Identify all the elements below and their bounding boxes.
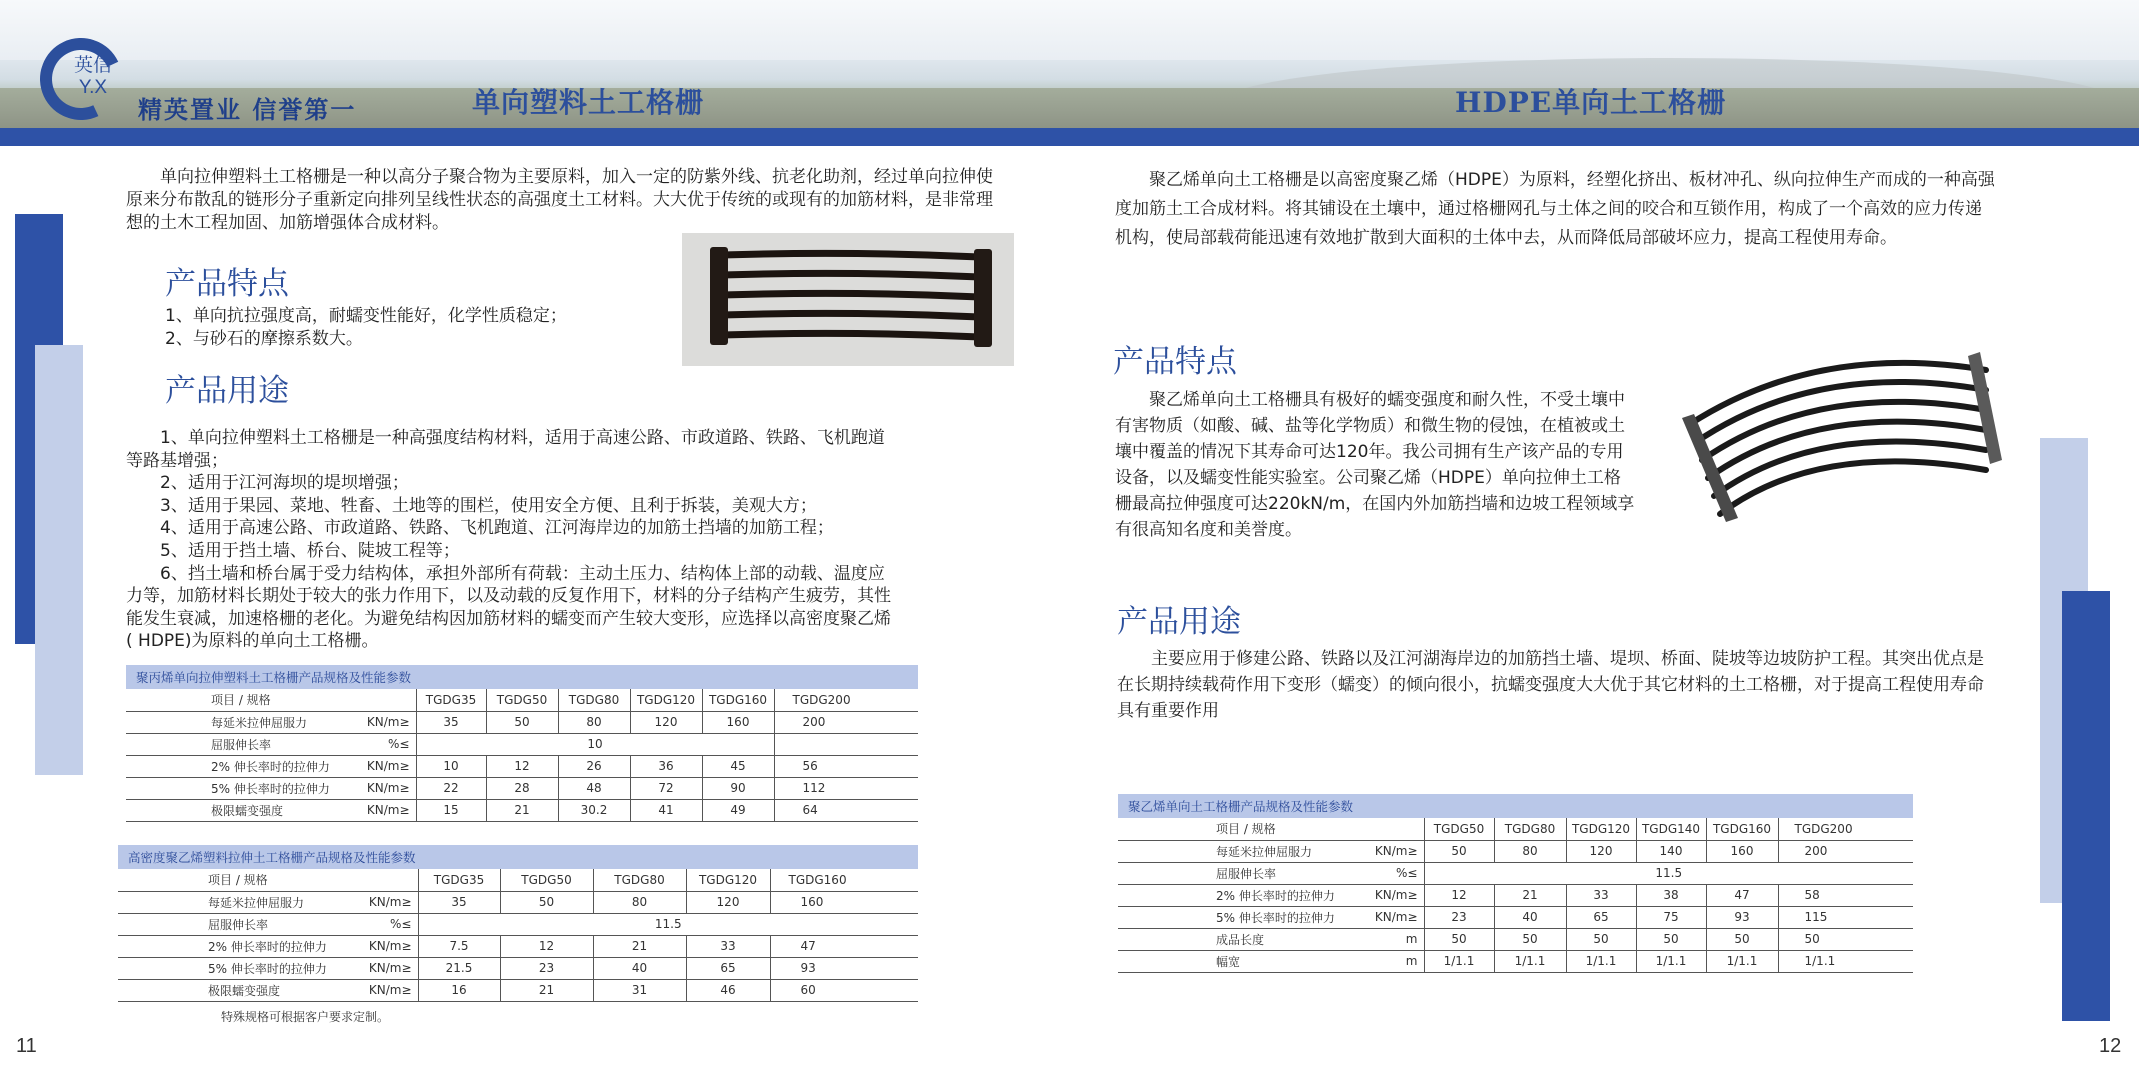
table-row — [1118, 884, 1913, 906]
table-cell: 45 — [702, 755, 774, 777]
table-caption: 聚丙烯单向拉伸塑料土工格栅产品规格及性能参数 — [126, 665, 918, 689]
table-cell: 10 — [416, 755, 486, 777]
table-cell: 12 — [500, 935, 593, 957]
table-cell: 64 — [774, 799, 918, 821]
row-unit: KN/m≥ — [338, 935, 418, 957]
left-features-list — [165, 305, 685, 350]
use-item: 等路基增强； — [126, 450, 228, 471]
header-cell: 项目 / 规格 — [198, 869, 338, 891]
table-cell: 35 — [416, 711, 486, 733]
use-item: ( HDPE)为原料的单向土工格栅。 — [126, 631, 379, 652]
use-item: 1、单向拉伸塑料土工格栅是一种高强度结构材料，适用于高速公路、市政道路、铁路、飞机跑道 — [160, 428, 885, 448]
pp-spec-table — [126, 665, 918, 822]
use-item: 5、适用于挡土墙、桥台、陡坡工程等； — [160, 540, 460, 561]
table-cell: 200 — [774, 711, 918, 733]
table-cell-merged: 11.5 — [1424, 862, 1913, 884]
header-cell: TGDG35 — [416, 689, 486, 711]
table-cell-merged: 11.5 — [418, 913, 918, 935]
header-cell: TGDG50 — [500, 869, 593, 891]
header-cell: TGDG50 — [486, 689, 558, 711]
row-name: 每延米拉伸屈服力 — [201, 711, 341, 733]
table-header-row — [1118, 818, 1913, 840]
right-features-paragraph: 聚乙烯单向土工格栅具有极好的蠕变强度和耐久性，不受土壤中有害物质（如酸、碱、盐等化学物质）和微生物的侵蚀，在植被或土壤中覆盖的情况下其寿命可达120年。我公司拥有生产该产品的专用设备，以及蠕变性能实验室。公司聚乙烯（HDPE）单向拉伸土工格栅最高拉伸强度可达220kN/m，在国内外加筋挡墙和边坡工程领域享有很高知名度和美誉度。 — [1115, 390, 1635, 540]
row-name: 成品长度 — [1206, 928, 1346, 950]
header-cell: TGDG120 — [686, 869, 770, 891]
left-product-photo — [682, 233, 1014, 366]
table-cell: 75 — [1636, 906, 1706, 928]
table-cell: 23 — [500, 957, 593, 979]
table-cell: 7.5 — [418, 935, 500, 957]
left-uses-title: 产品用途 — [165, 373, 289, 409]
table-cell: 46 — [686, 979, 770, 1001]
table-cell: 50 — [1494, 928, 1566, 950]
right-uses-title: 产品用途 — [1117, 604, 1241, 640]
table-cell: 93 — [770, 957, 918, 979]
header-cell: 项目 / 规格 — [201, 689, 341, 711]
row-unit: m — [1346, 928, 1424, 950]
table-cell: 12 — [1424, 884, 1494, 906]
table-row — [126, 777, 918, 799]
table-cell: 49 — [702, 799, 774, 821]
header-cell: TGDG120 — [1566, 818, 1636, 840]
hdpe-geogrid-image-icon — [1668, 332, 2008, 562]
table-cell: 50 — [1566, 928, 1636, 950]
table-row — [118, 957, 918, 979]
table-cell: 60 — [770, 979, 918, 1001]
table-cell-merged: 10 — [416, 733, 774, 755]
right-product-photo — [1668, 332, 2008, 562]
row-name: 5% 伸长率时的拉伸力 — [198, 957, 338, 979]
geogrid-image-icon — [682, 233, 1014, 366]
feature-item: 1、单向抗拉强度高，耐蠕变性能好，化学性质稳定； — [165, 306, 567, 326]
table-cell: 93 — [1706, 906, 1778, 928]
right-features-title: 产品特点 — [1113, 344, 1237, 380]
table-cell: 50 — [1424, 928, 1494, 950]
row-name: 2% 伸长率时的拉伸力 — [198, 935, 338, 957]
table-row — [118, 935, 918, 957]
row-name: 每延米拉伸屈服力 — [198, 891, 338, 913]
table-row — [118, 913, 918, 935]
row-name: 屈服伸长率 — [1206, 862, 1346, 884]
table-row — [118, 979, 918, 1001]
table-caption-row — [1118, 794, 1913, 818]
table-row — [126, 799, 918, 821]
table-cell: 50 — [1636, 928, 1706, 950]
row-unit: KN/m≥ — [1346, 840, 1424, 862]
table-cell: 1/1.1 — [1424, 950, 1494, 972]
logo-en-text: Y.X — [78, 77, 108, 98]
row-unit: KN/m≥ — [1346, 884, 1424, 906]
hdpe-uniaxial-spec-table — [1118, 794, 1913, 973]
table-row — [1118, 906, 1913, 928]
table-cell: 90 — [702, 777, 774, 799]
row-unit: KN/m≥ — [1346, 906, 1424, 928]
left-uses-list — [126, 427, 1006, 653]
row-name: 5% 伸长率时的拉伸力 — [201, 777, 341, 799]
table-cell: 140 — [1636, 840, 1706, 862]
page-number-right: 12 — [2099, 1035, 2122, 1057]
table-cell: 38 — [1636, 884, 1706, 906]
table-cell: 21 — [500, 979, 593, 1001]
header-cell: 项目 / 规格 — [1206, 818, 1346, 840]
left-deco-bar-light — [35, 345, 83, 775]
header-cell: TGDG160 — [1706, 818, 1778, 840]
header-blue-bar — [0, 128, 2139, 146]
header-cell — [341, 689, 416, 711]
company-slogan: 精英置业 信誉第一 — [138, 95, 357, 124]
table-cell: 47 — [770, 935, 918, 957]
header-cell: TGDG50 — [1424, 818, 1494, 840]
table-cell: 1/1.1 — [1566, 950, 1636, 972]
table-cell: 12 — [486, 755, 558, 777]
row-unit: %≤ — [1346, 862, 1424, 884]
header-cell: TGDG35 — [418, 869, 500, 891]
left-features-title: 产品特点 — [165, 266, 289, 302]
table-cell: 1/1.1 — [1706, 950, 1778, 972]
table-cell: 21.5 — [418, 957, 500, 979]
table-cell: 50 — [486, 711, 558, 733]
custom-spec-note: 特殊规格可根据客户要求定制。 — [221, 1010, 390, 1024]
left-intro-paragraph: 单向拉伸塑料土工格栅是一种以高分子聚合物为主要原料，加入一定的防紫外线、抗老化助剂，经过单向拉伸使原来分布散乱的链形分子重新定向排列呈线性状态的高强度土工材料。大大优于传统的或现有的加筋材料，是非常理想的土木工程加固、加筋增强体合成材料。 — [126, 167, 993, 233]
table-cell: 21 — [593, 935, 686, 957]
use-item: 2、适用于江河海坝的堤坝增强； — [160, 473, 409, 494]
row-unit: %≤ — [341, 733, 416, 755]
row-name: 屈服伸长率 — [198, 913, 338, 935]
row-name: 5% 伸长率时的拉伸力 — [1206, 906, 1346, 928]
table-cell: 160 — [770, 891, 918, 913]
table-row — [1118, 862, 1913, 884]
header-cell: TGDG160 — [702, 689, 774, 711]
table-cell: 36 — [630, 755, 702, 777]
table-row — [1118, 928, 1913, 950]
table-cell: 65 — [1566, 906, 1636, 928]
row-unit: %≤ — [338, 913, 418, 935]
row-name: 极限蠕变强度 — [198, 979, 338, 1001]
right-uses-paragraph: 主要应用于修建公路、铁路以及江河湖海岸边的加筋挡土墙、堤坝、桥面、陡坡等边坡防护工程。其突出优点是在长期持续载荷作用下变形（蠕变）的倾向很小，抗蠕变强度大大优于其它材料的土工格栅，对于提高工程使用寿命具有重要作用 — [1117, 649, 1984, 721]
table-cell: 120 — [686, 891, 770, 913]
table-cell: 26 — [558, 755, 630, 777]
use-item: 能发生衰减，加速格栅的老化。为避免结构因加筋材料的蠕变而产生较大变形，应选择以高密度聚乙烯 — [126, 608, 891, 629]
table-cell: 112 — [774, 777, 918, 799]
row-unit: KN/m≥ — [341, 777, 416, 799]
hdpe-spec-table — [118, 845, 918, 1002]
table-cell: 33 — [686, 935, 770, 957]
row-name: 幅宽 — [1206, 950, 1346, 972]
header-cell: TGDG140 — [1636, 818, 1706, 840]
row-name: 每延米拉伸屈服力 — [1206, 840, 1346, 862]
table-cell: 1/1.1 — [1636, 950, 1706, 972]
row-unit: m — [1346, 950, 1424, 972]
table-row — [1118, 840, 1913, 862]
table-cell: 115 — [1778, 906, 1913, 928]
table-row — [126, 711, 918, 733]
table-cell: 120 — [630, 711, 702, 733]
table-row — [126, 755, 918, 777]
row-unit: KN/m≥ — [341, 711, 416, 733]
use-item: 4、适用于高速公路、市政道路、铁路、飞机跑道、江河海岸边的加筋土挡墙的加筋工程； — [160, 518, 834, 539]
table-caption-row — [126, 665, 918, 689]
table-cell: 58 — [1778, 884, 1913, 906]
header-cell: TGDG200 — [1778, 818, 1913, 840]
table-cell: 160 — [702, 711, 774, 733]
table-cell: 65 — [686, 957, 770, 979]
table-cell: 80 — [593, 891, 686, 913]
table-cell: 21 — [486, 799, 558, 821]
table-caption: 高密度聚乙烯塑料拉伸土工格栅产品规格及性能参数 — [118, 845, 918, 869]
header-cell — [338, 869, 418, 891]
table-cell: 47 — [1706, 884, 1778, 906]
table-cell: 50 — [500, 891, 593, 913]
feature-item: 2、与砂石的摩擦系数大。 — [165, 328, 363, 349]
use-item: 3、适用于果园、菜地、牲畜、土地等的围栏，使用安全方便、且利于拆装，美观大方； — [160, 495, 817, 516]
table-cell: 35 — [418, 891, 500, 913]
table-cell: 22 — [416, 777, 486, 799]
table-cell: 33 — [1566, 884, 1636, 906]
row-name: 极限蠕变强度 — [201, 799, 341, 821]
table-cell: 30.2 — [558, 799, 630, 821]
table-cell: 1/1.1 — [1494, 950, 1566, 972]
table-cell: 160 — [1706, 840, 1778, 862]
table-row — [1118, 950, 1913, 972]
table-cell: 56 — [774, 755, 918, 777]
table-cell: 80 — [1494, 840, 1566, 862]
header-cell: TGDG80 — [1494, 818, 1566, 840]
table-row — [118, 891, 918, 913]
use-item: 6、挡土墙和桥台属于受力结构体，承担外部所有荷载：主动土压力、结构体上部的动载、温度应 — [160, 563, 885, 584]
table-cell: 41 — [630, 799, 702, 821]
table-cell: 15 — [416, 799, 486, 821]
row-unit: KN/m≥ — [341, 799, 416, 821]
table-cell: 21 — [1494, 884, 1566, 906]
row-unit: KN/m≥ — [338, 979, 418, 1001]
right-deco-bar-dark — [2062, 591, 2110, 1021]
header-cell: TGDG80 — [558, 689, 630, 711]
table-cell: 200 — [1778, 840, 1913, 862]
table-cell: 28 — [486, 777, 558, 799]
table-cell: 72 — [630, 777, 702, 799]
header-cell: TGDG200 — [774, 689, 918, 711]
table-cell: 120 — [1566, 840, 1636, 862]
table-header-row — [118, 869, 918, 891]
header-cell — [1346, 818, 1424, 840]
sky-background — [0, 0, 2139, 60]
table-cell: 50 — [1778, 928, 1913, 950]
row-unit: KN/m≥ — [338, 957, 418, 979]
table-cell: 80 — [558, 711, 630, 733]
row-name: 2% 伸长率时的拉伸力 — [201, 755, 341, 777]
header-cell: TGDG120 — [630, 689, 702, 711]
use-item: 力等，加筋材料长期处于较大的张力作用下，以及动载的反复作用下，材料的分子结构产生疲劳，其性 — [126, 586, 891, 607]
row-name: 2% 伸长率时的拉伸力 — [1206, 884, 1346, 906]
table-row — [126, 733, 918, 755]
table-cell: 40 — [1494, 906, 1566, 928]
table-header-row — [126, 689, 918, 711]
row-unit: KN/m≥ — [338, 891, 418, 913]
company-logo — [74, 55, 112, 99]
row-name: 屈服伸长率 — [201, 733, 341, 755]
table-cell: 48 — [558, 777, 630, 799]
table-caption: 聚乙烯单向土工格栅产品规格及性能参数 — [1118, 794, 1913, 818]
table-cell: 23 — [1424, 906, 1494, 928]
row-unit: KN/m≥ — [341, 755, 416, 777]
table-cell: 16 — [418, 979, 500, 1001]
table-cell: 40 — [593, 957, 686, 979]
header-cell: TGDG80 — [593, 869, 686, 891]
table-caption-row — [118, 845, 918, 869]
table-cell: 1/1.1 — [1778, 950, 1913, 972]
table-cell: 31 — [593, 979, 686, 1001]
logo-cn-text: 英信 — [74, 55, 113, 76]
page-title-right: HDPE单向土工格栅 — [1455, 86, 1727, 119]
table-cell: 50 — [1706, 928, 1778, 950]
table-cell: 50 — [1424, 840, 1494, 862]
header-cell: TGDG160 — [770, 869, 918, 891]
page-number-left: 11 — [16, 1035, 37, 1057]
right-intro-paragraph: 聚乙烯单向土工格栅是以高密度聚乙烯（HDPE）为原料，经塑化挤出、板材冲孔、纵向拉伸生产而成的一种高强度加筋土工合成材料。将其铺设在土壤中，通过格栅网孔与土体之间的咬合和互锁作用，构成了一个高效的应力传递机构，使局部载荷能迅速有效地扩散到大面积的土体中去，从而降低局部破坏应力，提高工程使用寿命。 — [1115, 170, 1995, 248]
page-title-left: 单向塑料土工格栅 — [472, 86, 705, 119]
